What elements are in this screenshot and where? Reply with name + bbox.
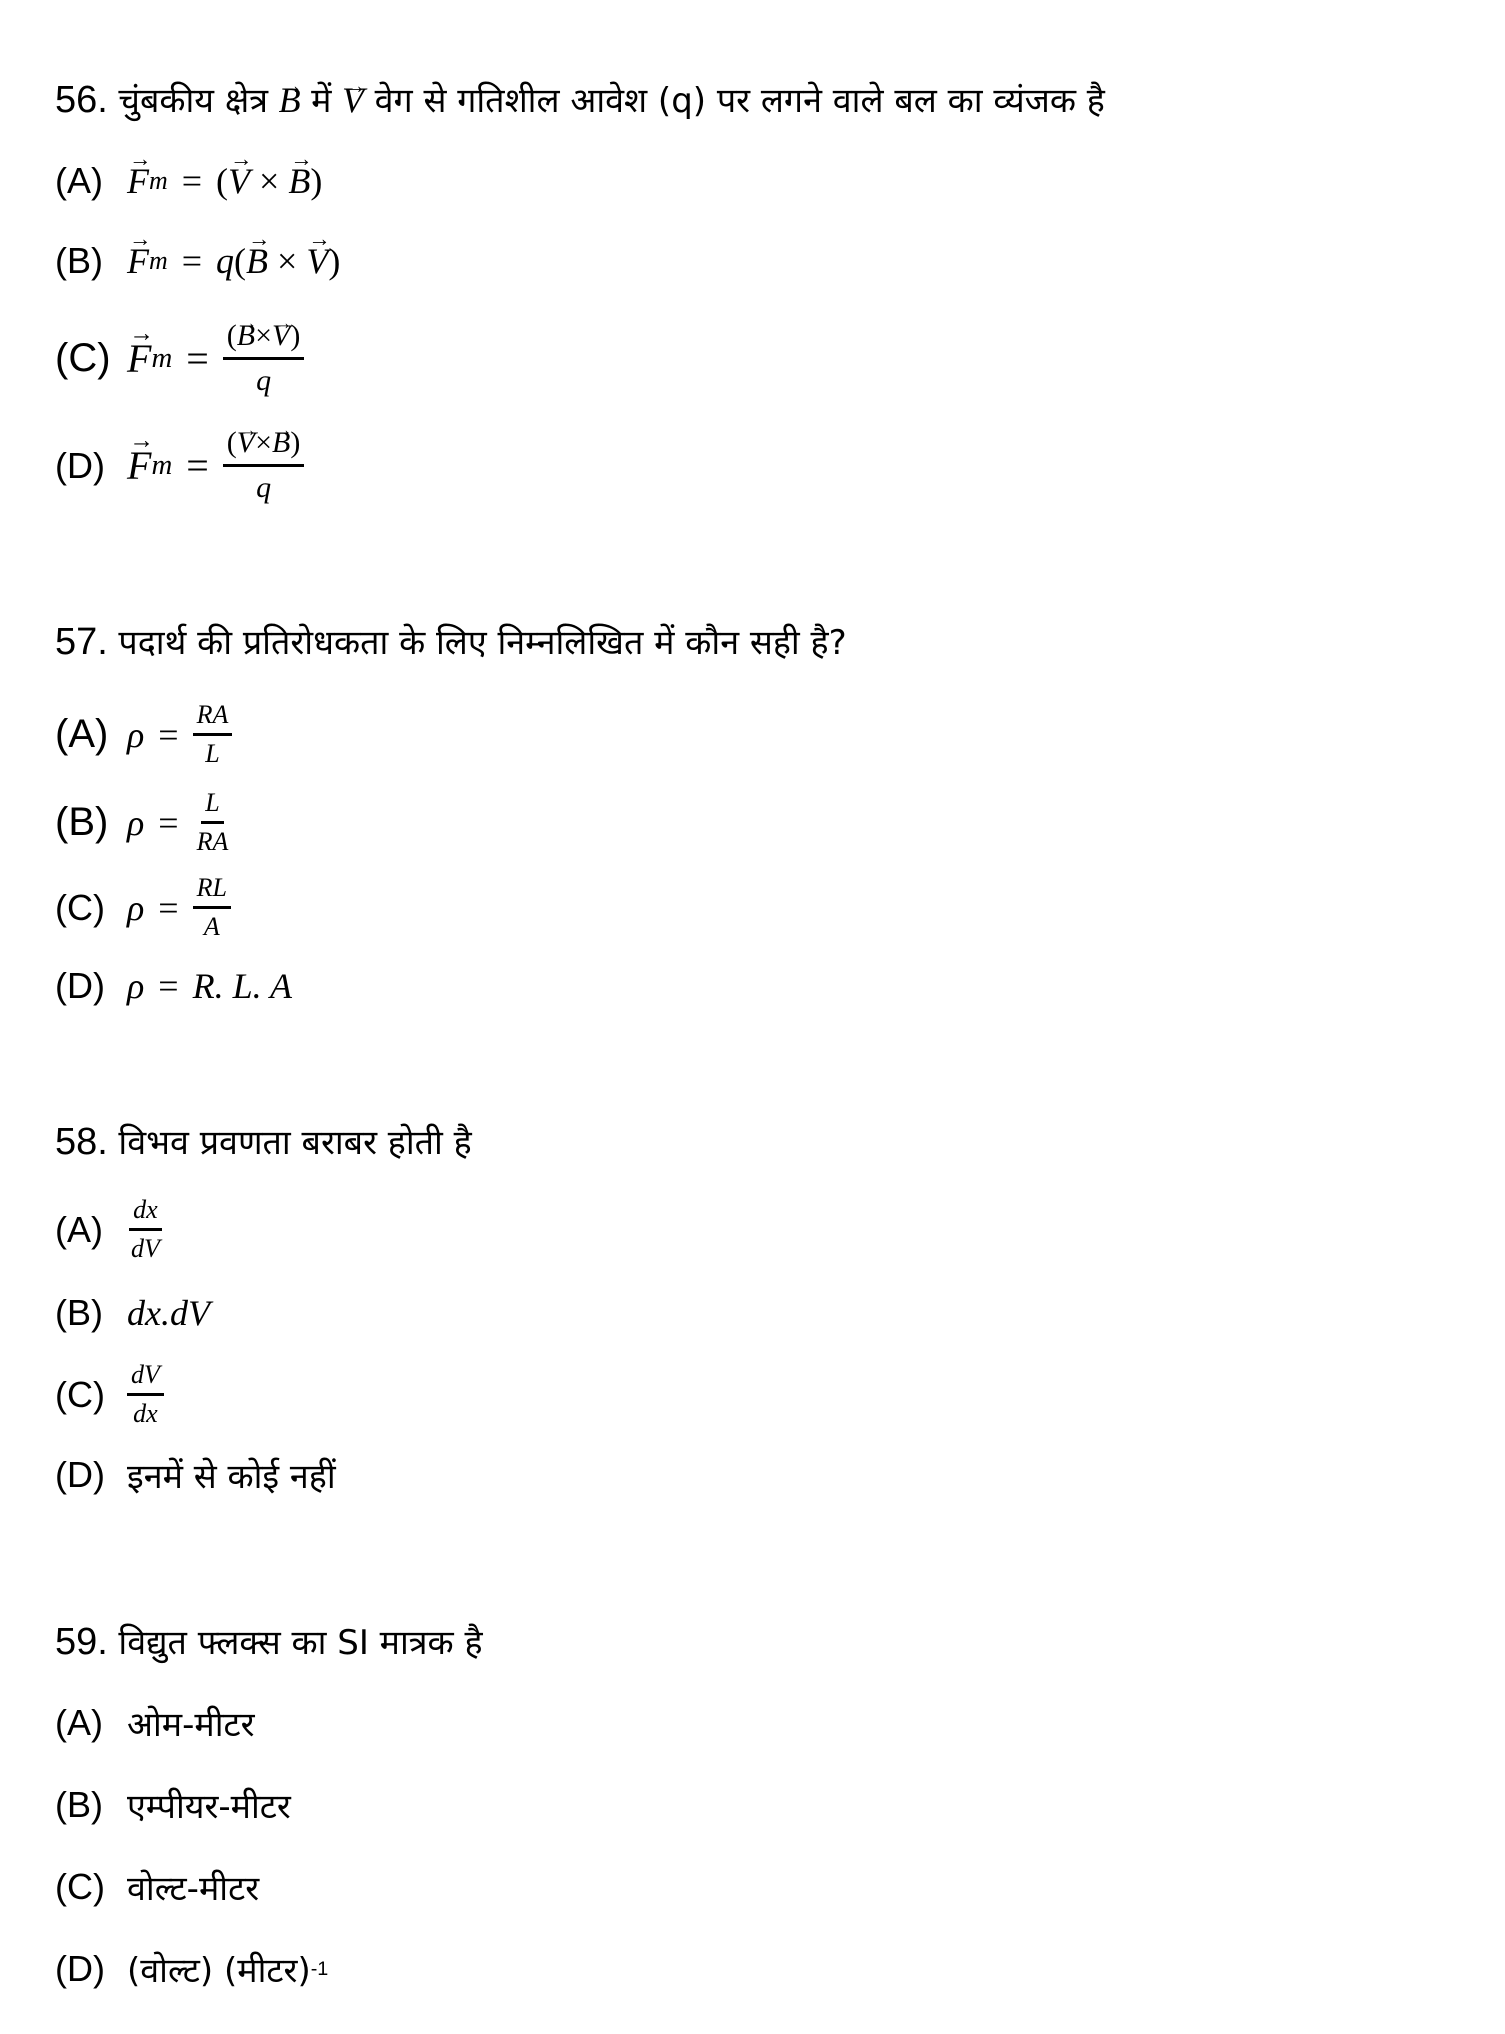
- q57-option-c[interactable]: (C) ρ = $\frac{RL}{A}$: [55, 873, 231, 942]
- q58-option-a[interactable]: (A) $\frac{dx}{dV}$: [55, 1195, 164, 1264]
- question-58-title: 58. विभव प्रवणता बराबर होती है: [55, 1121, 472, 1163]
- vector-b: → B: [279, 76, 301, 124]
- vector-v: → V: [342, 76, 364, 124]
- formula: → F m = q ( → B × → V ): [127, 240, 340, 282]
- question-number: 59.: [55, 1621, 108, 1663]
- formula: → F m = $\frac{(\to B\times\to V)}{q}$: [127, 318, 304, 399]
- q56-option-d[interactable]: (D) → F m = $\frac{(\to V\times\to B)}{q}$: [55, 425, 304, 506]
- q56-option-b[interactable]: (B) → F m = q ( → B × → V ): [55, 240, 340, 282]
- formula: ρ = R. L. A: [127, 966, 292, 1006]
- formula: dx.dV: [127, 1293, 210, 1333]
- q58-option-d[interactable]: (D) इनमें से कोई नहीं: [55, 1454, 336, 1497]
- formula: ρ = $\frac{RA}{L}$: [127, 700, 232, 769]
- formula: ρ = $\frac{RL}{A}$: [127, 873, 231, 942]
- question-56-title: 56. चुंबकीय क्षेत्र → B में → V वेग से गतिशील आवेश (q) पर लगने वाले बल का व्यंजक है: [55, 76, 1105, 125]
- question-number: 56.: [55, 79, 108, 121]
- q57-option-d[interactable]: (D) ρ = R. L. A: [55, 965, 292, 1006]
- formula: → F m = ( → V × → B ): [127, 160, 322, 202]
- q57-option-a[interactable]: (A) ρ = $\frac{RA}{L}$: [55, 700, 232, 769]
- q59-option-a[interactable]: (A) ओम-मीटर: [55, 1702, 255, 1745]
- q58-option-c[interactable]: (C) $\frac{dV}{dx}$: [55, 1360, 164, 1429]
- formula: $\frac{dV}{dx}$: [127, 1360, 164, 1429]
- q58-option-b[interactable]: (B) dx.dV: [55, 1292, 210, 1333]
- q56-option-c[interactable]: (C) → F m = $\frac{(\to B\times\to V)}{q}$: [55, 318, 304, 399]
- question-59-title: 59. विद्युत फ्लक्स का SI मात्रक है: [55, 1621, 483, 1663]
- formula: → F m = $\frac{(\to V\times\to B)}{q}$: [127, 425, 304, 506]
- q59-option-c[interactable]: (C) वोल्ट-मीटर: [55, 1866, 260, 1909]
- formula: $\frac{dx}{dV}$: [131, 1195, 160, 1263]
- q57-option-b[interactable]: (B) ρ = $\frac{L}{RA}$: [55, 788, 232, 857]
- formula: ρ = $\frac{L}{RA}$: [127, 788, 229, 856]
- q56-option-a[interactable]: (A) → F m = ( → V × → B ): [55, 160, 322, 202]
- q59-option-b[interactable]: (B) एम्पीयर-मीटर: [55, 1784, 291, 1827]
- q59-option-d[interactable]: (D) (वोल्ट) (मीटर) -1: [55, 1948, 329, 1991]
- question-57-title: 57. पदार्थ की प्रतिरोधकता के लिए निम्नलिखित में कौन सही है?: [55, 621, 847, 663]
- question-number: 57.: [55, 621, 108, 663]
- question-number: 58.: [55, 1121, 108, 1163]
- exponent: -1: [310, 1957, 329, 1980]
